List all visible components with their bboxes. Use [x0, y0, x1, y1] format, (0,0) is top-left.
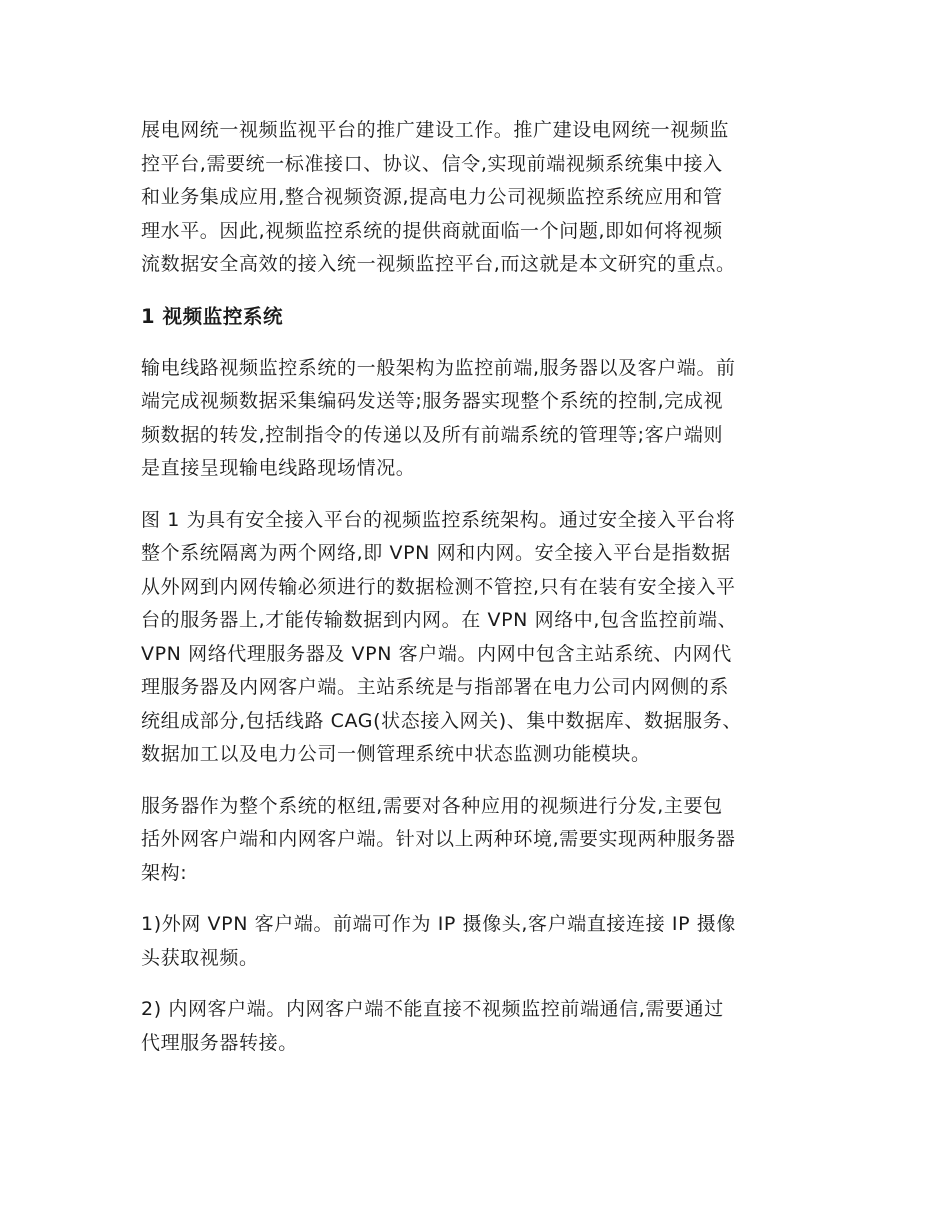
- text-line: 理服务器及内网客户端。主站系统是与指部署在电力公司内网侧的系: [141, 676, 730, 698]
- text-line: 括外网客户端和内网客户端。针对以上两种环境,需要实现两种服务器: [141, 828, 736, 850]
- section-heading-text: 1 视频监控系统: [141, 304, 284, 328]
- architecture-paragraph: [141, 352, 809, 486]
- text-line: 图 1 为具有安全接入平台的视频监控系统架构。通过安全接入平台将: [141, 508, 736, 531]
- text-line: 2) 内网客户端。内网客户端不能直接不视频监控前端通信,需要通过: [141, 998, 724, 1020]
- text-line: 和业务集成应用,整合视频资源,提高电力公司视频监控系统应用和管: [141, 186, 723, 208]
- list-item-external-client: [141, 908, 809, 975]
- text-line: 代理服务器转接。: [141, 1031, 298, 1054]
- text-line: 整个系统隔离为两个网络,即 VPN 网和内网。安全接入平台是指数据: [141, 542, 731, 564]
- text-line: 控平台,需要统一标准接口、协议、信令,实现前端视频系统集中接入: [141, 152, 723, 175]
- text-line: 从外网到内网传输必须进行的数据检测不管控,只有在装有安全接入平: [141, 575, 736, 598]
- text-line: 服务器作为整个系统的枢纽,需要对各种应用的视频进行分发,主要包: [141, 794, 723, 817]
- text-line: 展电网统一视频监视平台的推广建设工作。推广建设电网统一视频监: [141, 119, 730, 141]
- server-paragraph: [141, 790, 809, 891]
- text-line: 输电线路视频监控系统的一般架构为监控前端,服务器以及客户端。前: [141, 356, 736, 379]
- document-page: [141, 114, 809, 1078]
- figure-description-paragraph: [141, 504, 809, 772]
- text-line: 频数据的转发,控制指令的传递以及所有前端系统的管理等;客户端则: [141, 423, 724, 446]
- text-line: 统组成部分,包括线路 CAG(状态接入网关)、集中数据库、数据服务、: [141, 709, 742, 732]
- text-line: 头获取视频。: [141, 946, 259, 969]
- list-item-internal-client: [141, 993, 809, 1060]
- text-line: 流数据安全高效的接入统一视频监控平台,而这就是本文研究的重点。: [141, 253, 736, 275]
- text-line: 架构:: [141, 861, 188, 884]
- text-line: 理水平。因此,视频监控系统的提供商就面临一个问题,即如何将视频: [141, 219, 723, 242]
- text-line: 端完成视频数据采集编码发送等;服务器实现整个系统的控制,完成视: [141, 390, 724, 412]
- text-line: 数据加工以及电力公司一侧管理系统中状态监测功能模块。: [141, 743, 651, 765]
- text-line: 台的服务器上,才能传输数据到内网。在 VPN 网络中,包含监控前端、: [141, 609, 738, 631]
- text-line: VPN 网络代理服务器及 VPN 客户端。内网中包含主站系统、内网代: [141, 642, 732, 665]
- intro-paragraph: [141, 114, 809, 282]
- text-line: 1)外网 VPN 客户端。前端可作为 IP 摄像头,客户端直接连接 IP 摄像: [141, 913, 736, 935]
- section-heading: [141, 300, 809, 334]
- text-line: 是直接呈现输电线路现场情况。: [141, 457, 416, 479]
